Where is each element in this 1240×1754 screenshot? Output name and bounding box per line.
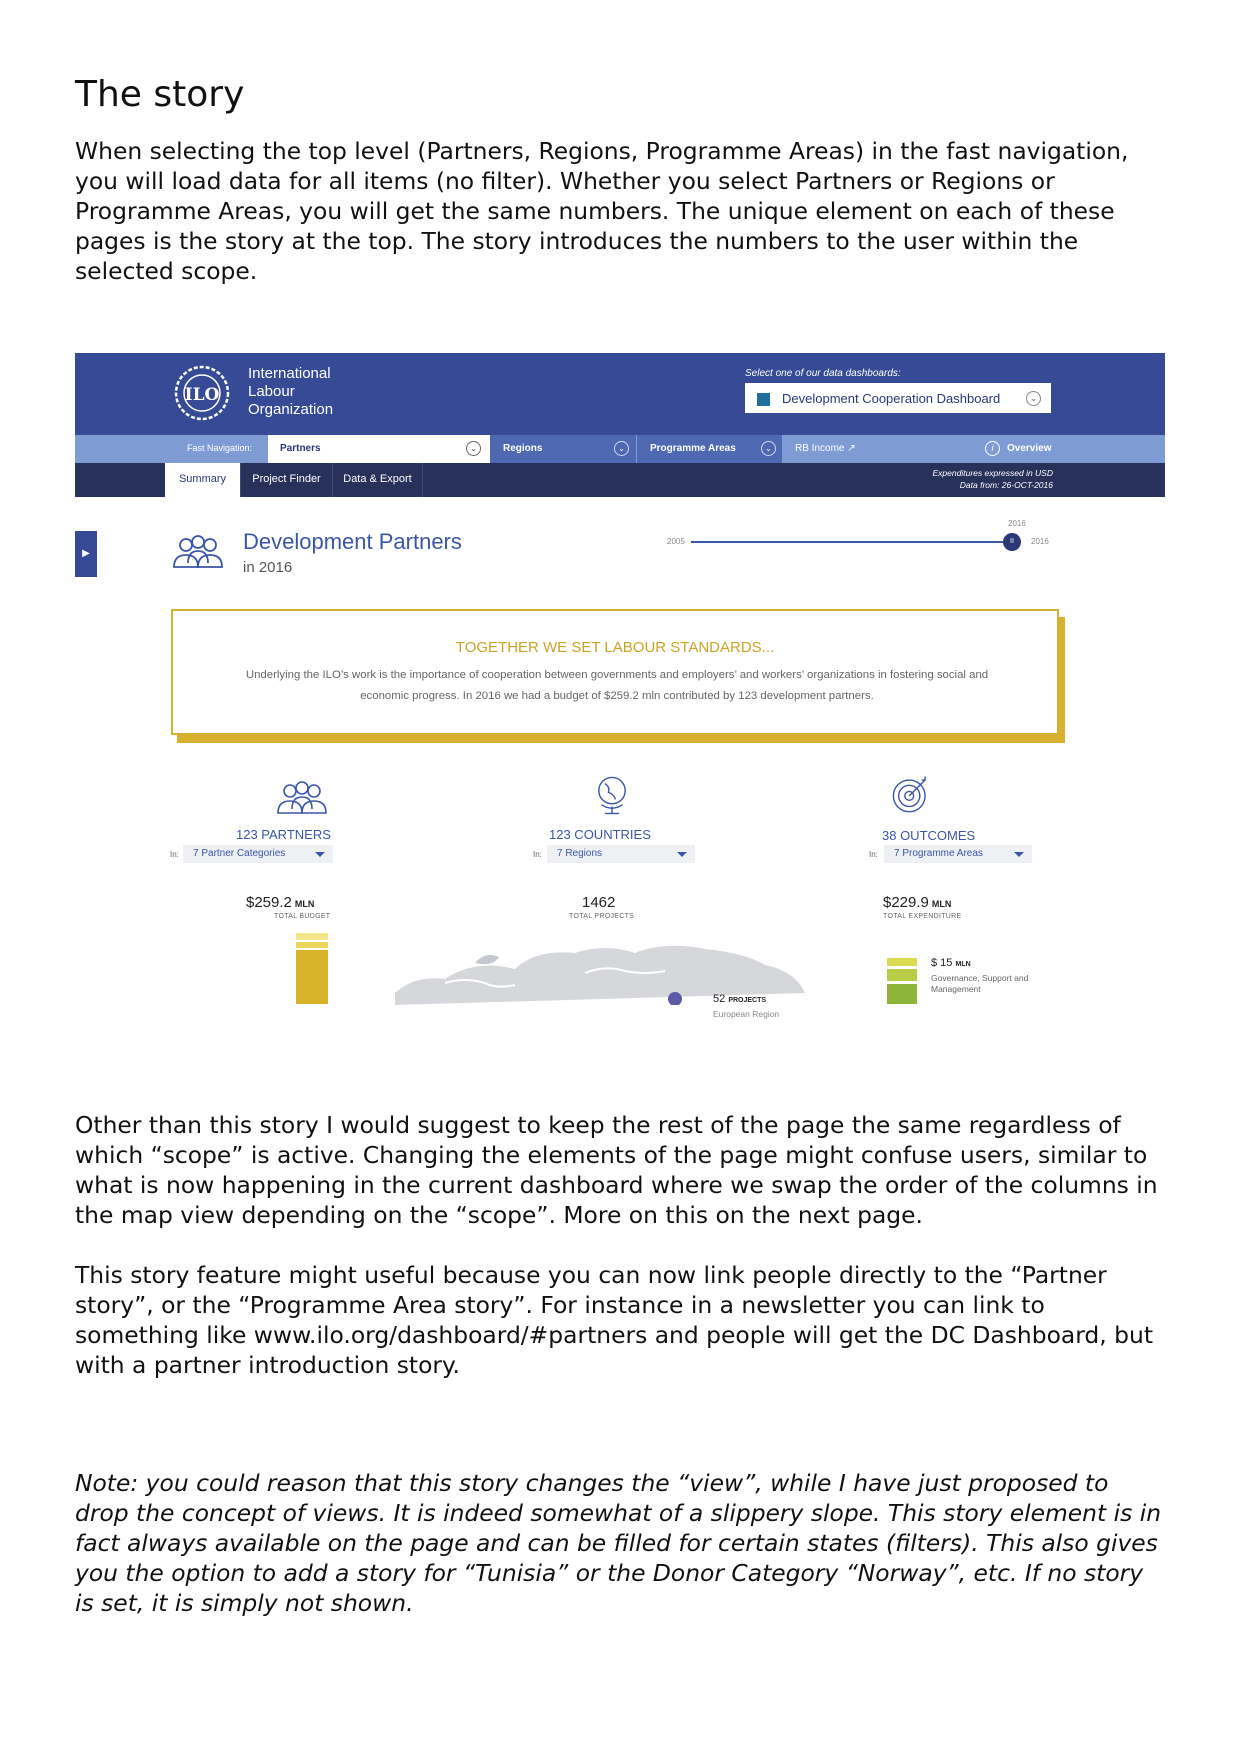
caret-down-icon <box>1014 852 1024 857</box>
nav-regions[interactable] <box>490 435 636 463</box>
dashboard-select-value: Development Cooperation Dashboard <box>782 391 1001 406</box>
globe-icon <box>584 773 640 817</box>
story-heading: TOGETHER WE SET LABOUR STANDARDS... <box>455 639 775 656</box>
kpi-in-label: In: <box>869 850 878 859</box>
intro-paragraph: When selecting the top level (Partners, Regions, Programme Areas) in the fast navigation, you will load data for all items (no filter). Whether you select Partners or Regions or Programme Areas, you will get the same numbers. The unique element on each of these pages is the story at the top. The story introduces the numbers to the user within the selected scope. <box>75 137 1129 285</box>
programme-areas-dropdown[interactable] <box>884 845 1032 863</box>
map-unit: PROJECTS <box>728 997 767 1004</box>
kpi-value: 1462 <box>582 894 616 911</box>
note-paragraph: Note: you could reason that this story changes the “view”, while I have just proposed to drop the concept of views. It is indeed somewhat of a slippery slope. This story element is in fact always available on the page and can be filled for certain states (filters). This also gives you the option to add a story for “Tunisia” or the Donor Category “Norway”, etc. If no story is set, it is simply not shown. <box>75 1469 1162 1617</box>
slider-min-year: 2005 <box>667 537 685 546</box>
chevron-down-icon[interactable]: ⌄ <box>614 441 629 456</box>
kpi-caption: TOTAL BUDGET <box>274 913 331 920</box>
org-line: Labour <box>248 383 295 400</box>
expenditure-note <box>933 467 1053 491</box>
kpi-partners-title: 123 PARTNERS <box>236 827 331 842</box>
nav-overview[interactable]: Overview <box>1007 443 1052 454</box>
page-title: Development Partners <box>243 529 462 554</box>
caret-down-icon <box>315 852 325 857</box>
legend-unit: MLN <box>955 961 971 968</box>
budget-bar-segment <box>296 933 328 940</box>
legend-value: $ 15 <box>931 957 953 969</box>
partners-icon <box>274 777 330 821</box>
budget-bar-segment <box>296 942 328 948</box>
kpi-outcomes-title: 38 OUTCOMES <box>882 828 976 843</box>
expenditure-bar-segment <box>887 958 917 966</box>
story-box <box>171 609 1059 735</box>
nav-partners-label: Partners <box>280 443 321 454</box>
org-line: International <box>248 365 331 382</box>
target-icon <box>883 773 939 817</box>
fast-nav-label: Fast Navigation: <box>187 443 253 453</box>
kpi-unit: MLN <box>931 899 952 909</box>
kpi-value: $229.9 <box>883 894 929 911</box>
dropdown-value: 7 Partner Categories <box>193 848 286 859</box>
nav-programme-areas-label: Programme Areas <box>650 443 736 454</box>
partners-icon <box>170 533 226 573</box>
story-feature-paragraph: This story feature might useful because you can now link people directly to the “Partner story”, or the “Programme Area story”. For instance in a newsletter you can link to something like www.ilo.org/dashboard/#partners and people will get the DC Dashboard, but with a partner introduction story. <box>75 1261 1153 1379</box>
dashboard-screenshot <box>75 353 1165 1023</box>
tab-bar <box>75 463 1165 497</box>
slider-current-year: 2016 <box>1008 519 1026 528</box>
nav-programme-areas[interactable] <box>636 435 782 463</box>
chevron-down-icon: ⌄ <box>1026 391 1041 406</box>
caret-down-icon <box>677 852 687 857</box>
organization-name <box>248 365 333 419</box>
expenditure-legend-label: Governance, Support and Management <box>931 973 1029 994</box>
info-icon[interactable]: i <box>985 441 1000 456</box>
dashboard-select[interactable] <box>745 383 1051 413</box>
page-heading: The story <box>75 74 245 115</box>
scope-paragraph: Other than this story I would suggest to keep the rest of the page the same regardless of which “scope” is active. Changing the elements of the page might confuse users, similar to what is now happening in the current dashboard where we swap the order of the columns in the map view depending on the “scope”. More on this on the next page. <box>75 1111 1158 1229</box>
nav-partners[interactable] <box>268 435 490 463</box>
year-slider-handle[interactable]: II <box>1003 533 1021 551</box>
ilo-logo-icon <box>167 363 237 423</box>
expenditure-legend-value <box>931 957 971 969</box>
year-slider-track[interactable] <box>691 541 1011 543</box>
nav-rb-income-label: RB Income <box>795 443 845 454</box>
expenditure-currency: Expenditures expressed in USD <box>932 468 1053 478</box>
kpi-caption: TOTAL PROJECTS <box>569 913 635 920</box>
nav-rb-income[interactable] <box>795 443 856 454</box>
slider-max-year: 2016 <box>1031 537 1049 546</box>
fast-navigation <box>75 435 1165 463</box>
kpi-in-label: In: <box>533 850 542 859</box>
kpi-countries-title: 123 COUNTRIES <box>549 827 651 842</box>
map-project-count <box>713 993 766 1005</box>
data-date: Data from: 26-OCT-2016 <box>959 480 1053 490</box>
dropdown-value: 7 Programme Areas <box>894 848 983 859</box>
kpi-unit: MLN <box>294 899 315 909</box>
dashboard-select-label: Select one of our data dashboards: <box>745 368 901 379</box>
sidebar-toggle[interactable]: ▶ <box>75 531 97 577</box>
kpi-value: $259.2 <box>246 894 292 911</box>
dashboard-header <box>75 353 1165 435</box>
dropdown-value: 7 Regions <box>557 848 603 859</box>
budget-bar-segment <box>296 950 328 1004</box>
tab-data-export[interactable]: Data & Export <box>333 463 423 497</box>
tab-project-finder[interactable]: Project Finder <box>241 463 333 497</box>
tab-summary[interactable]: Summary <box>165 463 241 497</box>
page-subtitle: in 2016 <box>243 559 293 576</box>
map-value: 52 <box>713 993 726 1005</box>
partner-categories-dropdown[interactable] <box>183 845 333 863</box>
expenditure-bar-segment <box>887 969 917 981</box>
nav-regions-label: Regions <box>503 443 543 454</box>
kpi-total-budget <box>246 894 314 911</box>
chevron-down-icon[interactable]: ⌄ <box>466 441 481 456</box>
dashboard-color-icon <box>757 393 770 406</box>
regions-dropdown[interactable] <box>547 845 695 863</box>
kpi-total-projects <box>582 894 615 911</box>
map-region-label: European Region <box>713 1009 780 1019</box>
org-line: Organization <box>248 401 334 418</box>
external-link-icon: ↗ <box>847 443 856 454</box>
expenditure-bar-segment <box>887 984 917 1004</box>
kpi-in-label: In: <box>170 850 179 859</box>
story-body: Underlying the ILO’s work is the importance of cooperation between governments and employers’ and workers’ organizations in fostering social and economic progress. In 2016 we had a budget of $259.2 mln contributed by 123 development partners. <box>245 669 989 702</box>
svg-text:ILO: ILO <box>184 385 220 405</box>
chevron-down-icon[interactable]: ⌄ <box>761 441 776 456</box>
kpi-total-expenditure <box>883 894 951 911</box>
kpi-caption: TOTAL EXPENDITURE <box>883 913 962 920</box>
